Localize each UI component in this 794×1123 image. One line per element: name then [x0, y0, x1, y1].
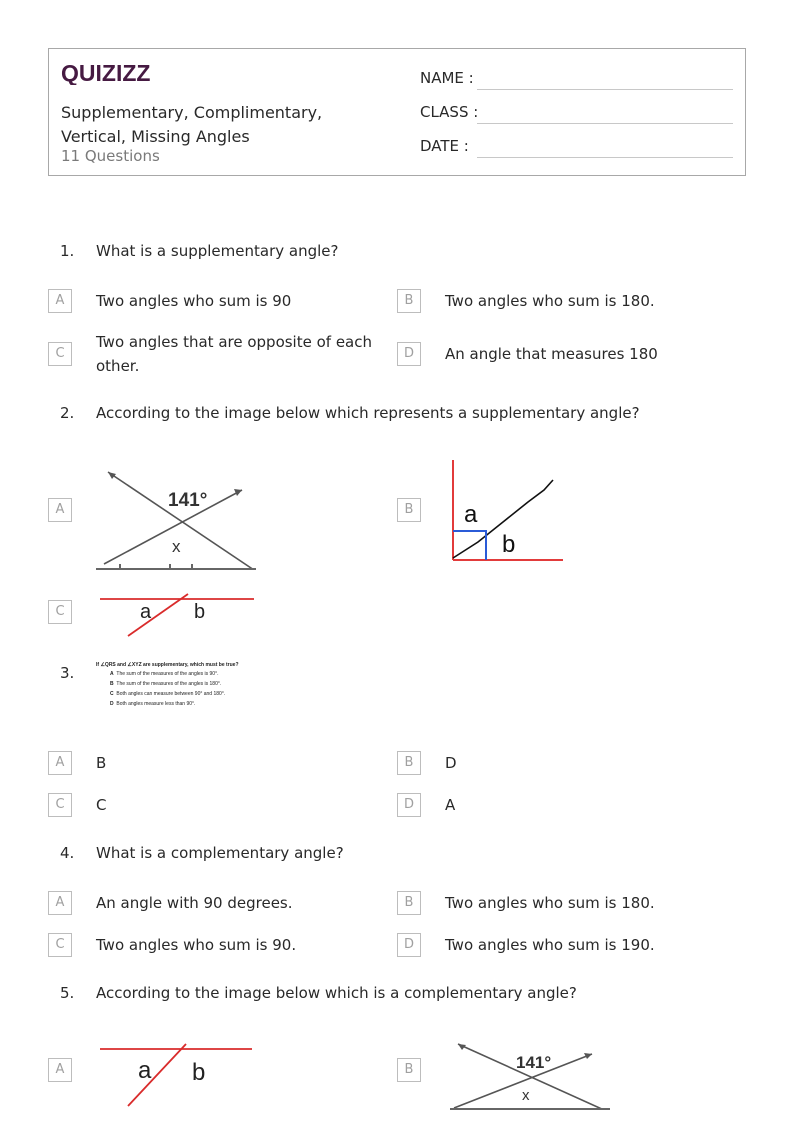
image-choice-letter: B — [110, 681, 114, 687]
option-text: D — [445, 754, 457, 772]
image-choice-text: Both angles measure less than 90°. — [116, 701, 196, 707]
unknown-angle-label: x — [522, 1087, 530, 1104]
option-letter[interactable]: B — [397, 891, 421, 915]
angle-b-label: b — [192, 1059, 206, 1086]
image-choice-letter: D — [110, 701, 114, 707]
linear-pair-figure — [96, 590, 256, 638]
unknown-angle-label: x — [172, 537, 181, 556]
question-number: 3. — [60, 664, 75, 682]
option-text: Two angles that are opposite of each other. — [96, 333, 373, 375]
option-letter[interactable]: A — [48, 289, 72, 313]
option-text: Two angles who sum is 90 — [96, 292, 292, 310]
option-letter[interactable]: C — [48, 793, 72, 817]
question-number: 4. — [60, 844, 75, 862]
option-text: Two angles who sum is 90. — [96, 936, 297, 954]
angle-a-label: a — [140, 601, 152, 623]
right-angle-figure — [448, 456, 566, 564]
angle-a-label: a — [464, 501, 478, 528]
linear-pair-figure — [96, 1040, 256, 1110]
angle-b-label: b — [194, 601, 206, 623]
option-letter[interactable]: D — [397, 933, 421, 957]
image-choice-letter: C — [110, 691, 114, 697]
quizizz-logo — [61, 61, 151, 85]
option-letter[interactable]: D — [397, 793, 421, 817]
question-count: 11 Questions — [61, 147, 160, 165]
option-letter[interactable]: A — [48, 1058, 72, 1082]
name-line[interactable] — [477, 89, 733, 90]
option-letter[interactable]: A — [48, 891, 72, 915]
question-number: 1. — [60, 242, 75, 260]
date-line[interactable] — [477, 157, 733, 158]
option-text: An angle with 90 degrees. — [96, 894, 293, 912]
angle-b-label: b — [502, 531, 516, 558]
option-letter[interactable]: B — [397, 751, 421, 775]
image-choice-text: The sum of the measures of the angles is 90°. — [116, 671, 219, 677]
question-text: What is a complementary angle? — [96, 844, 344, 862]
option-letter[interactable]: B — [397, 289, 421, 313]
option-letter[interactable]: C — [48, 600, 72, 624]
image-choice-text: Both angles can measure between 90° and 180°. — [116, 691, 226, 697]
option-letter[interactable]: B — [397, 498, 421, 522]
option-text: Two angles who sum is 180. — [445, 894, 655, 912]
date-label: DATE : — [420, 137, 469, 155]
question-text: According to the image below which is a complementary angle? — [96, 984, 577, 1002]
option-text: A — [445, 796, 456, 814]
option-text: C — [96, 796, 107, 814]
image-choice-text: The sum of the measures of the angles is 180°. — [116, 681, 222, 687]
option-letter[interactable]: A — [48, 498, 72, 522]
name-label: NAME : — [420, 69, 474, 87]
angle-label: 141° — [516, 1053, 552, 1072]
option-letter[interactable]: A — [48, 751, 72, 775]
intersecting-lines-figure — [96, 466, 256, 570]
svg-text:QUIZIZZ: QUIZIZZ — [61, 61, 151, 85]
option-text: Two angles who sum is 190. — [445, 936, 655, 954]
option-letter[interactable]: D — [397, 342, 421, 366]
intersecting-lines-figure — [450, 1038, 610, 1110]
option-text: B — [96, 754, 107, 772]
worksheet-title: Supplementary, Complimentary, Vertical, Missing Angles — [61, 103, 323, 146]
option-text: An angle that measures 180 — [445, 345, 658, 363]
class-label: CLASS : — [420, 103, 479, 121]
option-text: Two angles who sum is 180. — [445, 292, 655, 310]
angle-label: 141° — [168, 490, 208, 511]
question-number: 2. — [60, 404, 75, 422]
option-letter[interactable]: C — [48, 342, 72, 366]
angle-a-label: a — [138, 1057, 152, 1084]
question-text: According to the image below which represents a supplementary angle? — [96, 404, 640, 422]
question-number: 5. — [60, 984, 75, 1002]
class-line[interactable] — [477, 123, 733, 124]
question-3-image — [96, 660, 256, 722]
option-letter[interactable]: B — [397, 1058, 421, 1082]
image-question-text: If ∠QRS and ∠XYZ are supplementary, which must be true? — [96, 662, 239, 668]
worksheet-header — [48, 48, 746, 176]
image-choice-letter: A — [110, 671, 114, 677]
option-letter[interactable]: C — [48, 933, 72, 957]
question-text: What is a supplementary angle? — [96, 242, 339, 260]
